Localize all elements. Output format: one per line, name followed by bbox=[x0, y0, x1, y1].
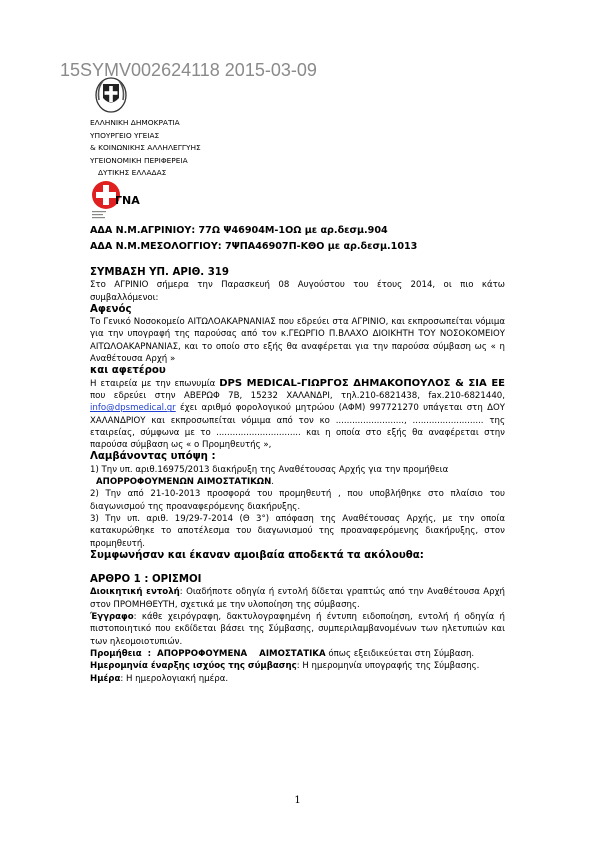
header-line: ΔΥΤΙΚΗΣ ΕΛΛΑΔΑΣ bbox=[98, 168, 167, 178]
header-line: ΥΓΕΙΟΝΟΜΙΚΗ ΠΕΡΙΦΕΡΕΙΑ bbox=[90, 155, 188, 165]
consideration-3: 3) Την υπ. αριθ. 19/29-7-2014 (Θ 3°) απόφαση της Αναθέτουσας Αρχής, με την οποία κατακυρώθηκε το αποτέλεσμα του διαγωνισμού της προαναφερόμενης διακήρυξης, στον προμηθευτή. bbox=[90, 513, 505, 549]
consideration-2: 2) Την από 21-10-2013 προσφορά του προμηθευτή , που υποβλήθηκε στο πλαίσιο του διαγωνισμού της προαναφερόμενης διακήρυξης. bbox=[90, 489, 505, 512]
hospital-cross-icon bbox=[90, 177, 140, 221]
registry-stamp: 15SYMV002624118 2015-03-09 bbox=[60, 60, 317, 80]
header-line: ΥΠΟΥΡΓΕΙΟ ΥΓΕΙΑΣ bbox=[90, 130, 160, 140]
contract-intro: Στο ΑΓΡΙΝΙΟ σήμερα την Παρασκευή 08 Αυγούστου του έτους 2014, οι πιο κάτω συμβαλλόμενοι: bbox=[90, 280, 505, 303]
ada-agrinio: ΑΔΑ Ν.Μ.ΑΓΡΙΝΙΟΥ: 77Ω Ψ46904Μ-1ΟΩ με αρ.δεσμ.904 bbox=[90, 225, 388, 236]
supplier-name: DPS MEDICAL-ΓΙΩΡΓΟΣ ΔΗΜΑΚΟΠΟΥΛΟΣ & ΣΙΑ ΕΕ bbox=[219, 377, 505, 389]
section-agreed: Συμφωνήσαν και έκαναν αμοιβαία αποδεκτά τα ακόλουθα: bbox=[90, 549, 424, 561]
institution-header bbox=[90, 117, 201, 180]
page-number: 1 bbox=[294, 795, 301, 806]
contract-body bbox=[90, 267, 505, 685]
contract-title: ΣΥΜΒΑΣΗ ΥΠ. ΑΡΙΘ. 319 bbox=[90, 267, 229, 278]
party-supplier: Η εταιρεία με την επωνυμία DPS MEDICAL-ΓΙΩΡΓΟΣ ΔΗΜΑΚΟΠΟΥΛΟΣ & ΣΙΑ ΕΕ που εδρεύει στην ΑΒΕΡΩΦ 7Β, 15232 ΧΑΛΑΝΔΡΙ, τηλ.210-6821438, fax.210-6821440, info@dpsmedical.gr έχει αριθμό φορολογικού μητρώου (ΑΦΜ) 997721270 υπάγεται στη ΔΟΥ ΧΑΛΑΝΔΡΙΟΥ και εκπροσωπείται νόμιμα από τον κο ........................., .......................... της εταιρείας, σύμφωνα με το ............................... και η οποία στο εξής θα αναφέρεται στην παρούσα σύμβαση ως « ο Προμηθευτής », bbox=[90, 377, 505, 451]
section-kai-afeterou: και αφετέρου bbox=[90, 365, 166, 377]
definition-day: Ημέρα: Η ημερολογιακή ημέρα. bbox=[90, 673, 229, 684]
definition-supply: Προμήθεια : ΑΠΟΡΡΟΦΟΥΜΕΝΑ ΑΙΜΟΣΤΑΤΙΚΑ όπως εξειδικεύεται στη Σύμβαση. bbox=[90, 648, 475, 659]
consideration-1: 1) Την υπ. αριθ.16975/2013 διακήρυξη της Αναθέτουσας Αρχής για την προμήθεια ΑΠΟΡΡΟΦΟΥΜΕΝΩΝ ΑΙΜΟΣΤΑΤΙΚΩΝ. bbox=[90, 464, 449, 488]
definition-effective-date: Ημερομηνία έναρξης ισχύος της σύμβασης: Η ημερομηνία υπογραφής της Σύμβασης. bbox=[90, 661, 480, 672]
party-hospital: Το Γενικό Νοσοκομείο ΑΙΤΩΛΟΑΚΑΡΝΑΝΙΑΣ που εδρεύει στα ΑΓΡΙΝΙΟ, και εκπροσωπείται νόμιμα για την υπογραφή της παρούσας από τον κ.ΓΕΩΡΓΙΟ Π.ΒΛΑΧΟ ΔΙΟΙΚΗΤΗ ΤΟΥ ΝΟΣΟΚΟΜΕΙΟΥ ΑΙΤΩΛΟΑΚΑΡΝΑΝΙΑΣ, και το οποίο στο εξής θα αναφέρεται για την παρούσα σύμβαση ως « η Αναθέτουσα Αρχή » bbox=[90, 317, 505, 365]
product-name: ΑΠΟΡΡΟΦΟΥΜΕΝΩΝ ΑΙΜΟΣΤΑΤΙΚΩΝ bbox=[96, 477, 272, 488]
header-line: ΕΛΛΗΝΙΚΗ ΔΗΜΟΚΡΑΤΙΑ bbox=[90, 118, 180, 127]
definition-document: Έγγραφο: κάθε χειρόγραφη, δακτυλογραφημένη ή έντυπη ειδοποίηση, εντολή ή οδηγία ή πιστοποιητικό που εκδίδεται βάσει της Σύμβασης, συμπεριλαμβανομένων των ηλετυπιών και των ηλεομοιοτυπιών. bbox=[90, 612, 505, 647]
hospital-logo bbox=[90, 177, 140, 221]
greek-emblem-icon bbox=[94, 74, 128, 114]
section-considering: Λαμβάνοντας υπόψη : bbox=[90, 451, 216, 463]
supplier-email-link[interactable]: info@dpsmedical.gr bbox=[90, 403, 176, 414]
section-afenos: Αφενός bbox=[90, 303, 132, 315]
definition-admin-order: Διοικητική εντολή: Οιαδήποτε οδηγία ή εντολή δίδεται γραπτώς από την Αναθέτουσα Αρχή στον ΠΡΟΜΗΘΕΥΤΗ, σχετικά με την υλοποίηση της σύμβασης. bbox=[90, 587, 506, 610]
article-1-title: ΑΡΘΡΟ 1 : ΟΡΙΣΜΟΙ bbox=[90, 574, 202, 586]
ada-mesolongi: ΑΔΑ Ν.Μ.ΜΕΣΟΛΟΓΓΙΟΥ: 7ΨΠΑ46907Π-ΚΘΟ με αρ.δεσμ.1013 bbox=[90, 241, 418, 252]
header-line: & ΚΟΙΝΩΝΙΚΗΣ ΑΛΛΗΛΕΓΓΥΗΣ bbox=[90, 143, 201, 153]
logo-text: ΓΝΑ bbox=[115, 194, 140, 207]
